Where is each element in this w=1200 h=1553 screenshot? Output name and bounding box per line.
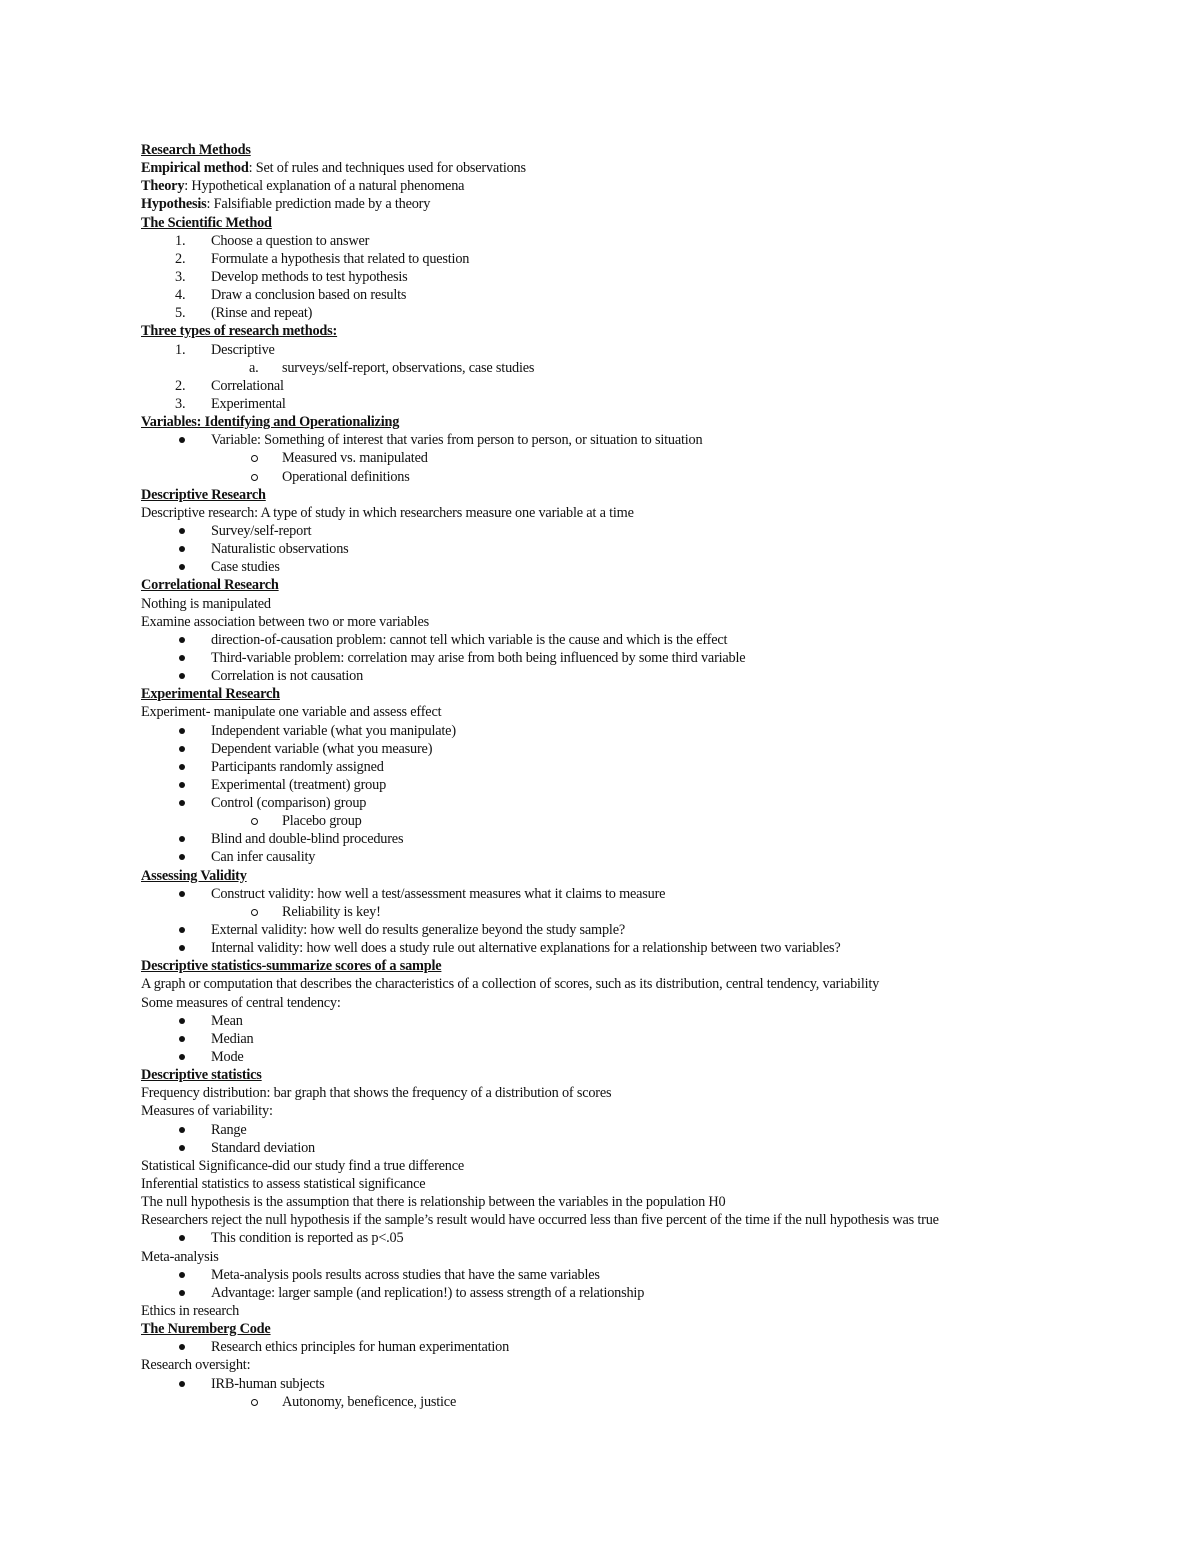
item-text: Mode <box>211 1049 244 1066</box>
lettered-subitem <box>141 359 1141 377</box>
bullet-circle-icon <box>251 909 258 916</box>
item-text: Case studies <box>211 559 280 576</box>
item-text: IRB-human subjects <box>211 1375 325 1392</box>
bullet-dot-icon <box>179 655 185 661</box>
bullet-dot-icon <box>179 637 185 643</box>
item-text: Measured vs. manipulated <box>282 450 428 467</box>
section-heading-variables: Variables: Identifying and Operationalizing <box>141 414 400 431</box>
item-number: 1. <box>175 341 186 358</box>
item-text: External validity: how well do results generalize beyond the study sample? <box>211 922 625 939</box>
section-heading-scientific-method: The Scientific Method <box>141 214 272 231</box>
numbered-item <box>141 304 1141 322</box>
bullet-dot-icon <box>179 1054 185 1060</box>
bullet-item <box>141 1229 1141 1247</box>
bullet-dot-icon <box>179 782 185 788</box>
section-heading-assessing-validity: Assessing Validity <box>141 867 247 884</box>
item-text: Standard deviation <box>211 1139 315 1156</box>
item-text: Dependent variable (what you measure) <box>211 740 433 757</box>
item-number: 5. <box>175 305 186 322</box>
item-text: Advantage: larger sample (and replication!) to assess strength of a relationship <box>211 1284 645 1301</box>
section-heading-descriptive-research: Descriptive Research <box>141 486 266 503</box>
bullet-item <box>141 1284 1141 1302</box>
bullet-item <box>141 740 1141 758</box>
paragraph-line: Measures of variability: <box>141 1103 273 1120</box>
item-text: Variable: Something of interest that varies from person to person, or situation to situation <box>211 432 703 449</box>
bullet-dot-icon <box>179 728 185 734</box>
item-text: This condition is reported as p<.05 <box>211 1230 404 1247</box>
item-text: (Rinse and repeat) <box>211 305 313 322</box>
item-text: Correlation is not causation <box>211 668 364 685</box>
bullet-item <box>141 1121 1141 1139</box>
bullet-dot-icon <box>179 673 185 679</box>
definition-line <box>141 177 1141 195</box>
bullet-circle-icon <box>251 474 258 481</box>
definition-text: : Hypothetical explanation of a natural phenomena <box>184 178 465 195</box>
section-heading-three-types: Three types of research methods: <box>141 323 338 340</box>
item-text: Draw a conclusion based on results <box>211 287 407 304</box>
definition-text: : Falsifiable prediction made by a theory <box>206 196 431 213</box>
section-heading-nuremberg-code: The Nuremberg Code <box>141 1321 271 1338</box>
item-text: Participants randomly assigned <box>211 758 384 775</box>
paragraph-line: Experiment- manipulate one variable and assess effect <box>141 704 442 721</box>
bullet-dot-icon <box>179 1145 185 1151</box>
bullet-dot-icon <box>179 1381 185 1387</box>
definition-term: Empirical method <box>141 160 249 177</box>
bullet-dot-icon <box>179 546 185 552</box>
bullet-dot-icon <box>179 1272 185 1278</box>
bullet-item <box>141 522 1141 540</box>
bullet-dot-icon <box>179 564 185 570</box>
item-text: Construct validity: how well a test/assessment measures what it claims to measure <box>211 885 666 902</box>
bullet-dot-icon <box>179 836 185 842</box>
bullet-item <box>141 1012 1141 1030</box>
item-text: Reliability is key! <box>282 903 381 920</box>
bullet-circle-icon <box>251 818 258 825</box>
item-text: Can infer causality <box>211 849 316 866</box>
bullet-circle-icon <box>251 1399 258 1406</box>
definition-line <box>141 195 1141 213</box>
sub-bullet-item <box>141 812 1141 830</box>
paragraph-line: The null hypothesis is the assumption that there is relationship between the variables in the population H0 <box>141 1194 726 1211</box>
bullet-item <box>141 794 1141 812</box>
item-text: Internal validity: how well does a study rule out alternative explanations for a relationship between two variables? <box>211 940 841 957</box>
paragraph-line: Inferential statistics to assess statistical significance <box>141 1176 426 1193</box>
paragraph-line: A graph or computation that describes the characteristics of a collection of scores, such as its distribution, central tendency, variability <box>141 976 880 993</box>
bullet-dot-icon <box>179 1235 185 1241</box>
bullet-item <box>141 758 1141 776</box>
item-text: Descriptive <box>211 341 275 358</box>
bullet-dot-icon <box>179 437 185 443</box>
bullet-item <box>141 830 1141 848</box>
bullet-dot-icon <box>179 927 185 933</box>
item-text: Choose a question to answer <box>211 232 370 249</box>
bullet-dot-icon <box>179 1127 185 1133</box>
bullet-dot-icon <box>179 746 185 752</box>
bullet-dot-icon <box>179 528 185 534</box>
item-text: surveys/self-report, observations, case studies <box>282 359 535 376</box>
item-letter: a. <box>249 359 259 376</box>
item-text: Independent variable (what you manipulate) <box>211 722 456 739</box>
definition-text: : Set of rules and techniques used for observations <box>248 160 526 177</box>
sub-bullet-item <box>141 468 1141 486</box>
bullet-item <box>141 667 1141 685</box>
bullet-dot-icon <box>179 1018 185 1024</box>
bullet-item <box>141 631 1141 649</box>
numbered-item <box>141 377 1141 395</box>
sub-bullet-item <box>141 1393 1141 1411</box>
item-text: Meta-analysis pools results across studies that have the same variables <box>211 1266 600 1283</box>
bullet-item <box>141 1048 1141 1066</box>
bullet-item <box>141 1375 1141 1393</box>
item-text: Survey/self-report <box>211 522 312 539</box>
bullet-dot-icon <box>179 1344 185 1350</box>
numbered-item <box>141 395 1141 413</box>
paragraph-line: Some measures of central tendency: <box>141 994 341 1011</box>
item-number: 4. <box>175 287 186 304</box>
page-title: Research Methods <box>141 142 251 158</box>
bullet-item <box>141 558 1141 576</box>
definition-term: Theory <box>141 178 185 195</box>
item-text: Third-variable problem: correlation may arise from both being influenced by some third variable <box>211 649 746 666</box>
paragraph-line: Researchers reject the null hypothesis if the sample’s result would have occurred less than five percent of the time if the null hypothesis was true <box>141 1212 939 1229</box>
item-text: Control (comparison) group <box>211 795 367 812</box>
item-text: Experimental (treatment) group <box>211 776 387 793</box>
bullet-dot-icon <box>179 1036 185 1042</box>
item-text: Mean <box>211 1012 243 1029</box>
bullet-item <box>141 431 1141 449</box>
bullet-dot-icon <box>179 1290 185 1296</box>
bullet-dot-icon <box>179 945 185 951</box>
paragraph-line: Statistical Significance-did our study find a true difference <box>141 1157 465 1174</box>
item-text: direction-of-causation problem: cannot tell which variable is the cause and which is the effect <box>211 631 728 648</box>
numbered-item <box>141 286 1141 304</box>
paragraph-line: Research oversight: <box>141 1357 251 1374</box>
notes-body <box>141 141 1141 1411</box>
paragraph-line: Ethics in research <box>141 1303 240 1319</box>
item-text: Research ethics principles for human experimentation <box>211 1339 510 1356</box>
item-number: 2. <box>175 250 186 267</box>
bullet-item <box>141 540 1141 558</box>
item-text: Formulate a hypothesis that related to question <box>211 250 470 267</box>
section-heading-experimental-research: Experimental Research <box>141 686 280 703</box>
bullet-item <box>141 776 1141 794</box>
numbered-item <box>141 268 1141 286</box>
item-number: 1. <box>175 232 186 249</box>
bullet-item <box>141 1266 1141 1284</box>
item-text: Placebo group <box>282 813 362 830</box>
section-heading-correlational-research: Correlational Research <box>141 577 279 594</box>
bullet-item <box>141 848 1141 866</box>
bullet-dot-icon <box>179 854 185 860</box>
paragraph-line: Nothing is manipulated <box>141 595 271 612</box>
bullet-item <box>141 885 1141 903</box>
bullet-item <box>141 1338 1141 1356</box>
item-text: Autonomy, beneficence, justice <box>282 1393 457 1410</box>
item-number: 3. <box>175 268 186 285</box>
item-text: Median <box>211 1030 254 1047</box>
item-text: Correlational <box>211 377 284 394</box>
bullet-item <box>141 722 1141 740</box>
paragraph-line: Descriptive research: A type of study in which researchers measure one variable at a time <box>141 504 634 521</box>
item-text: Operational definitions <box>282 468 410 485</box>
numbered-item <box>141 250 1141 268</box>
definition-line <box>141 159 1141 177</box>
sub-bullet-item <box>141 449 1141 467</box>
section-heading-descriptive-statistics-summary: Descriptive statistics-summarize scores of a sample <box>141 958 442 975</box>
item-text: Experimental <box>211 395 286 412</box>
paragraph-line: Frequency distribution: bar graph that shows the frequency of a distribution of scores <box>141 1085 612 1102</box>
sub-bullet-item <box>141 903 1141 921</box>
section-heading-descriptive-statistics: Descriptive statistics <box>141 1067 262 1084</box>
item-number: 2. <box>175 377 186 394</box>
bullet-item <box>141 649 1141 667</box>
bullet-item <box>141 1030 1141 1048</box>
item-text: Blind and double-blind procedures <box>211 831 404 848</box>
bullet-dot-icon <box>179 764 185 770</box>
bullet-item <box>141 939 1141 957</box>
numbered-item <box>141 232 1141 250</box>
bullet-circle-icon <box>251 455 258 462</box>
bullet-item <box>141 1139 1141 1157</box>
item-text: Naturalistic observations <box>211 541 349 558</box>
item-number: 3. <box>175 395 186 412</box>
item-text: Range <box>211 1121 247 1138</box>
definition-term: Hypothesis <box>141 196 207 213</box>
bullet-dot-icon <box>179 891 185 897</box>
bullet-item <box>141 921 1141 939</box>
paragraph-line: Examine association between two or more variables <box>141 613 429 630</box>
paragraph-line: Meta-analysis <box>141 1248 219 1265</box>
bullet-dot-icon <box>179 800 185 806</box>
item-text: Develop methods to test hypothesis <box>211 268 408 285</box>
numbered-item <box>141 341 1141 359</box>
